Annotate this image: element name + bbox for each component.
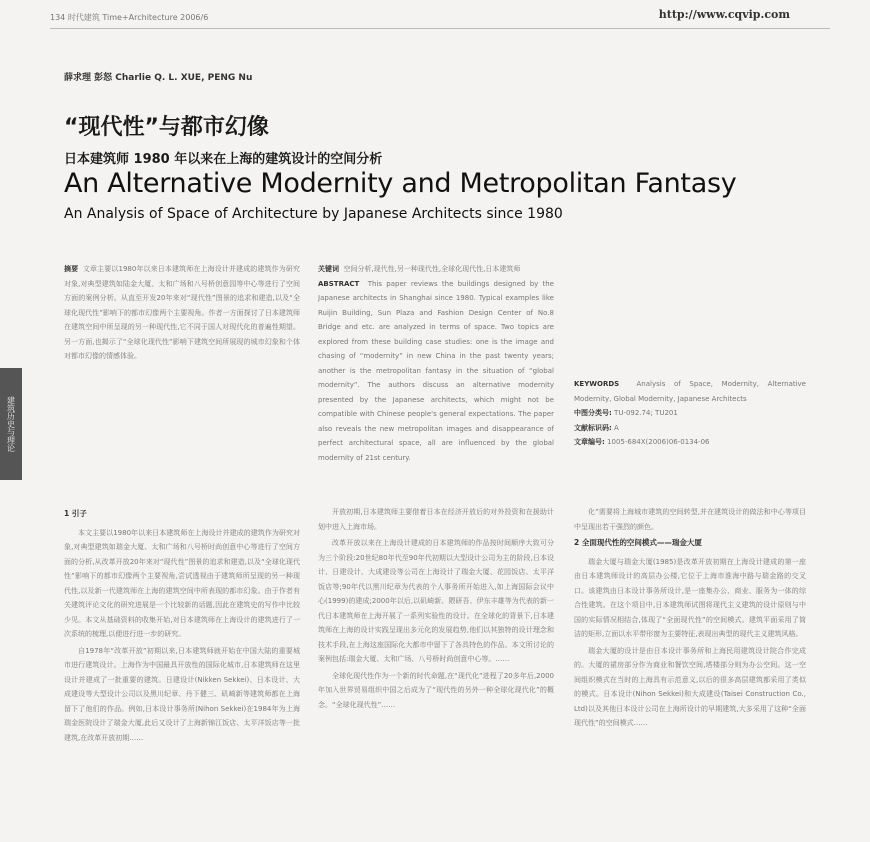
abstract-en-continued [574,262,806,377]
keywords-en-block [574,377,806,406]
abstract-text: 文章主要以1980年以来日本建筑师在上海设计并建成的建筑作为研究对象,对典型建筑如陆金大厦、太和广场和八号桥创意园等中心等进行了空间方面的案例分析。从直至开发20年来对“现代性”图景的追求和建造,以及“全球化现代性”影响下的都市幻像两个主要视角。作者一方面探讨了日本建筑师在建筑空间中所呈现的另一种现代性,它不同于国人对现代化的普遍性期望。另一方面,也揭示了“全球化现代性”影响下建筑空间所展现的城市幻象和个体对都市幻像的情感体验。 [64,265,300,360]
meta-2 [574,421,806,436]
keywords-cn-text: 空间分析,现代性,另一种现代性,全球化现代性,日本建筑师 [343,265,521,273]
section-heading: 1 引子 [64,509,87,518]
meta-value: 1005-684X(2006)06-0134-06 [607,438,710,446]
running-header: 134 时代建筑 Time+Architecture 2006/6 [50,13,209,22]
body-paragraph: 开放初期,日本建筑师主要借着日本在经济开放后的对外投资和在援助计划中进入上海市场。 [318,508,554,531]
body-paragraph: 瑞金大厦与瑞金大厦(1985)是改革开放初期在上海设计建成的第一座由日本建筑师设计的高层办公楼,它位于上海市淮海中路与瑞金路的交叉口。该建筑由日本设计事务所设计,是一座集办公、商业、服务为一体的综合性建筑。在这个项目中,日本建筑师试图将现代主义建筑的设计原则与中国的实际情况相结合,体现了“全面现代性”的空间模式。建筑平面采用了简洁的矩形,立面以水平带形窗为主要特征,表现出典型的现代主义建筑风格。 [574,557,806,638]
author-line: 薛求理 彭怒 Charlie Q. L. XUE, PENG Nu [64,73,253,83]
section-heading: 2 全面现代性的空间模式——瑞金大厦 [574,538,702,547]
meta-label: 文献标识码: [574,423,612,432]
meta-3 [574,435,806,450]
keywords-cn-label: 关键词 [318,265,339,273]
header-rule [50,28,830,29]
section-side-tab: 建筑历史与理论 [0,368,22,480]
body-column-2 [318,505,554,835]
keywords-and-abstract-english [318,262,554,482]
subtitle-chinese: 日本建筑师 1980 年以来在上海的建筑设计的空间分析 [64,152,383,167]
abstract-chinese [64,262,300,482]
keywords-en-text: Analysis of Space, Modernity, Alternative Modernity, Global Modernity, Japanese Architects [574,380,806,403]
abstract-label: 摘要 [64,265,79,273]
abstract-en-text: This paper reviews the buildings designed by the Japanese architects in Shanghai since 1980. Typical examples like Ruijin Building, Sun Plaza and Fashion Design Center of No.8 Bridge and etc. are analyzed in terms of space. Two topics are explored from these building case studies: one is the image and chasing of “modernity” in new China in the past twenty years; another is the metropolitan fantasy in the situation of “global modernity”. The authors discuss an alternative modernity presented by the Japanese architects, which might not be compatible with Chinese people's general expectations. The paper also reveals the new metropolitan images and disappearance of perfect architectural space, all are influenced by the global modernity of 21st century. [318,279,554,462]
meta-label: 文章编号: [574,438,605,446]
abstract-continued-and-meta [574,262,806,482]
meta-1 [574,406,806,421]
body-paragraph: 本文主要以1980年以来日本建筑师在上海设计并建成的建筑作为研究对象,对典型建筑如瑞金大厦、太和广场和八号桥时尚创意中心等进行了空间方面的分析,从改革开放20年来对“现代性”图景的追求和建造,以及“全球化现代性”影响下的都市幻像两个主要视角,尝试透视由于建筑师所呈现的另一种现代性,以及新一代建筑师在上海的建筑空间中所表现的都市幻象。由于作者有关建筑评论文化的研究进展是一个比较新的话题,因此在建筑史的写作中比较少见。本文从基础资料的收集开始,对日本建筑师在上海设计的建筑进行了一次系统的梳理,以便进行进一步的研究。 [64,528,300,638]
body-column-3 [574,505,806,835]
title-english: An Alternative Modernity and Metropolitan Fantasy [64,168,737,199]
body-paragraph: 改革开放以来在上海设计建成的日本建筑师的作品按时间顺序大致可分为三个阶段:20世纪80年代至90年代初期以大型设计公司为主的阶段,日本设计、日建设计、大成建设等公司在上海设计了瑞金大厦、花园饭店、太平洋饭店等;90年代以黑川纪章为代表的个人事务所开始进入,如上海国际会议中心(1999)的建成;2000年以后,以矶崎新、隈研吾、伊东丰雄等为代表的新一代日本建筑师在上海开展了一系列实验性的设计。在全球化的背景下,日本建筑师在上海的设计实践呈现出多元化的发展趋势,他们以其独特的设计理念和技术手段,在上海这座国际化大都市中留下了各具特色的作品。本文所讨论的案例包括:瑞金大厦、太和广场、八号桥时尚创意中心等。…… [318,539,554,663]
body-paragraph: 全球化现代性作为一个新的时代命题,在“现代化”进程了20多年后,2000年加入世界贸易组织中国之后成为了“现代性的另外一种全球化现代化”的概念。“全球化现代性”…… [318,671,554,709]
body-paragraph: 化”需要将上海城市建筑的空间转型,并在建筑设计的做法和中心等项目中呈现出若干强烈的颜色。 [574,508,806,531]
meta-value: A [614,423,619,432]
body-column-1 [64,505,300,835]
keywords-en-label: KEYWORDS [574,380,620,388]
subtitle-english: An Analysis of Space of Architecture by Japanese Architects since 1980 [64,206,563,222]
source-url[interactable]: http://www.cqvip.com [658,8,790,21]
meta-label: 中图分类号: [574,409,612,417]
title-chinese: “现代性”与都市幻像 [64,115,269,140]
body-paragraph: 瑞金大厦的设计是由日本设计事务所和上海民用建筑设计院合作完成的。大厦的裙房部分作为商业和餐饮空间,塔楼部分则为办公空间。这一空间组织模式在当时的上海具有示范意义,以后的很多高层建筑都采用了类似的模式。日本设计(Nihon Sekkei)和大成建设(Taisei Construction Co., Ltd)以及其他日本设计公司在上海所设计的早期建筑,大多采用了这种“全面现代性”的空间模式…… [574,646,806,727]
body-paragraph: 自1978年“改革开放”初期以来,日本建筑师就开始在中国大陆的重要城市进行建筑设计。上海作为中国最具开放性的国际化城市,日本建筑师在这里设计并建成了一批重要的建筑。日建设计(Nikken Sekkei)、日本设计、大成建设等大型设计公司以及黑川纪章、丹下健三、矶崎新等建筑师都在上海留下了他们的作品。例如,日本设计事务所(Nihon Sekkei)在1984年为上海瑞金医院设计了瑞金大厦,此后又设计了上海新锦江饭店、太平洋饭店等一批建筑,在改革开放初期…… [64,646,300,742]
abstract-en-label: ABSTRACT [318,279,360,288]
meta-value: TU-092.74; TU201 [614,409,678,417]
